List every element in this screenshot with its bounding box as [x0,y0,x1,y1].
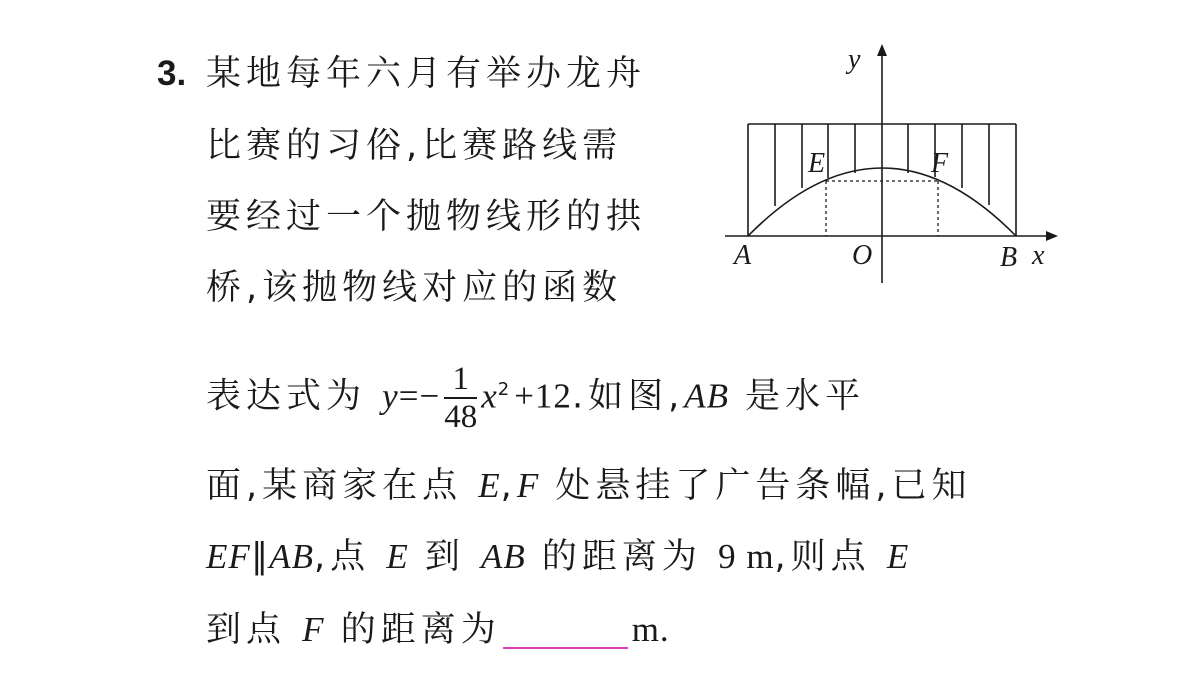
segment-ab: AB [684,376,729,416]
segment-ab-3: AB [481,537,526,576]
label-a: A [734,240,752,271]
problem-line-6 [206,466,971,506]
point-f-2: F [302,610,325,649]
problem-line-2: 比赛的习俗,比赛路线需 [206,126,623,166]
line5-prefix: 表达式为 [206,376,367,417]
line7-mid4: ,则点 [774,537,871,577]
fraction [444,361,477,435]
fraction-denominator: 48 [444,398,478,435]
line6-prefix: 面,某商家在点 [206,466,463,506]
y-variable: y [382,376,399,416]
point-e-3: E [886,537,910,576]
problem-line-3: 要经过一个抛物线形的拱 [206,197,647,237]
y-axis-arrow [877,44,887,56]
problem-number: 3. [157,54,187,93]
problem-line-7 [206,537,909,577]
label-e: E [808,148,826,179]
plus-constant: +12 [514,376,572,416]
x-variable: x [481,376,498,416]
line8-prefix: 到点 [206,610,287,650]
problem-line-5 [206,352,865,435]
problem-line-1: 某地每年六月有举办龙舟 [206,54,647,94]
parallel-symbol: ∥ [250,537,270,576]
answer-blank[interactable] [503,647,628,649]
label-f: F [931,148,949,179]
unit-m: m. [631,610,670,649]
line8-mid: 的距离为 [340,610,501,650]
point-f: F [516,466,540,505]
segment-ef: EF [206,537,251,576]
line7-mid1: ,点 [314,537,371,577]
problem-line-8 [206,610,670,650]
line6-tail: 处悬挂了广告条幅,已知 [555,466,972,506]
label-x: x [1032,240,1045,271]
segment-ab-2: AB [269,537,315,576]
problem-line-4: 桥,该抛物线对应的函数 [206,268,623,308]
label-o: O [852,240,873,271]
line7-mid3: 的距离为 [541,537,702,577]
label-y: y [848,44,861,75]
equals-minus: =− [398,376,441,416]
point-e-2: E [386,537,409,576]
arch-bridge-figure [720,40,1065,290]
x-axis-arrow [1046,231,1058,241]
exponent: 2 [497,379,515,400]
line7-mid2: 到 [424,537,465,577]
line5-tail: 是水平 [745,376,866,417]
distance-value: 9 m [718,537,775,576]
line5-suffix: .如图, [571,376,685,417]
point-e: E [478,466,501,505]
fraction-numerator: 1 [452,360,469,397]
line6-comma: , [500,466,517,506]
label-b: B [1000,242,1018,273]
